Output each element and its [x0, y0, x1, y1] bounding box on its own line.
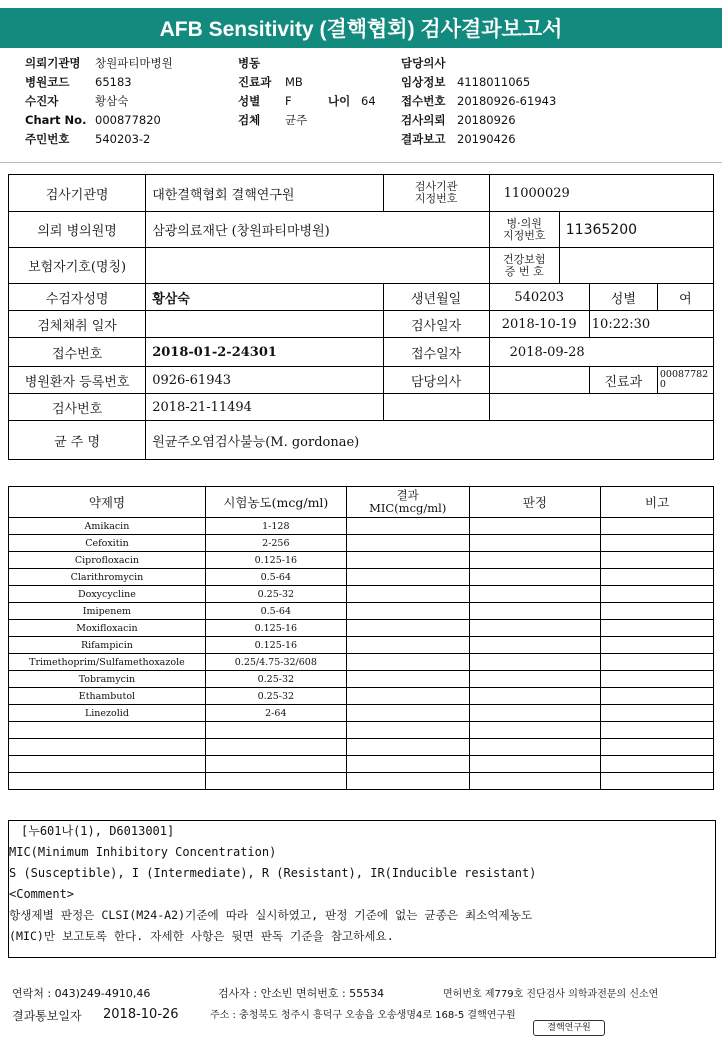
drug-range: 0.25-32 — [205, 671, 346, 688]
test-date-label: 검사일자 — [383, 311, 489, 338]
org-code-value: 11000029 — [489, 175, 713, 212]
header-row — [25, 130, 173, 149]
header-row — [238, 92, 307, 111]
drug-cell — [346, 756, 469, 773]
drug-cell — [601, 518, 714, 535]
notes-mic: MIC(Minimum Inhibitory Concentration) — [9, 845, 277, 859]
hosp-code-value: 11365200 — [559, 212, 713, 248]
drug-cell — [469, 586, 601, 603]
header-row — [238, 111, 307, 130]
header-value: 20180926 — [457, 113, 516, 127]
dept-value: 000877820 — [657, 367, 713, 394]
recv-date-value: 2018-09-28 — [489, 338, 713, 367]
header-label: 임상정보 — [401, 75, 446, 89]
notes-comment-line2: (MIC)만 보고토록 한다. 자세한 사항은 뒷면 판독 기준을 참고하세요. — [9, 929, 394, 943]
drug-cell — [601, 756, 714, 773]
drug-cell — [469, 773, 601, 790]
drug-row — [9, 569, 714, 586]
test-no-value: 2018-21-11494 — [146, 394, 383, 421]
drug-cell — [601, 705, 714, 722]
drug-cell — [469, 637, 601, 654]
drug-range: 1-128 — [205, 518, 346, 535]
header-value: 20180926-61943 — [457, 94, 557, 108]
header-row — [401, 54, 556, 73]
dob-value: 540203 — [489, 284, 589, 311]
drug-name: Clarithromycin — [9, 569, 206, 586]
drug-cell — [469, 756, 601, 773]
drug-cell — [346, 671, 469, 688]
header-label: 검체 — [238, 113, 261, 127]
drug-row-empty — [9, 722, 714, 739]
org-code-label: 검사기관 지정번호 — [383, 175, 489, 212]
header-row — [401, 111, 556, 130]
drug-cell — [469, 569, 601, 586]
drug-cell — [346, 637, 469, 654]
drug-name: Rifampicin — [9, 637, 206, 654]
header-row — [25, 73, 173, 92]
drug-header-mic: 결과 MIC(mcg/ml) — [346, 487, 469, 518]
drug-range: 0.125-16 — [205, 620, 346, 637]
doctor-value — [489, 367, 589, 394]
drug-cell — [346, 739, 469, 756]
header-row — [238, 73, 307, 92]
header-label: 의뢰기관명 — [25, 56, 81, 70]
age-value: 64 — [361, 94, 376, 108]
drug-row — [9, 705, 714, 722]
drug-name: Tobramycin — [9, 671, 206, 688]
drug-cell — [205, 739, 346, 756]
notes-legend: S (Susceptible), I (Intermediate), R (Resistant), IR(Inducible resistant) — [9, 866, 537, 880]
drug-name: Moxifloxacin — [9, 620, 206, 637]
drug-cell — [469, 739, 601, 756]
drug-cell — [346, 705, 469, 722]
accession-label: 접수번호 — [9, 338, 146, 367]
drug-cell — [601, 654, 714, 671]
drug-cell — [469, 552, 601, 569]
drug-cell — [346, 654, 469, 671]
drug-cell — [469, 518, 601, 535]
drug-cell — [601, 535, 714, 552]
notes-comment-label: <Comment> — [9, 887, 75, 901]
header-label: 병동 — [238, 56, 261, 70]
drug-row — [9, 603, 714, 620]
header-value: 황삼숙 — [95, 94, 129, 108]
strain-label: 균 주 명 — [9, 421, 146, 460]
drug-cell — [469, 603, 601, 620]
sex-label: 성별 — [589, 284, 657, 311]
dept-label: 진료과 — [589, 367, 657, 394]
header-row — [401, 73, 556, 92]
drug-cell — [601, 773, 714, 790]
drug-row — [9, 688, 714, 705]
report-title: AFB Sensitivity (결핵협회) 검사결과보고서 — [0, 8, 722, 48]
drug-range: 0.25-32 — [205, 586, 346, 603]
drug-range: 0.5-64 — [205, 569, 346, 586]
drug-cell — [346, 518, 469, 535]
drug-row — [9, 586, 714, 603]
header-col-3 — [401, 54, 556, 149]
drug-cell — [9, 722, 206, 739]
notes-code: [누601나(1), D6013001] — [21, 824, 175, 838]
drug-cell — [601, 637, 714, 654]
header-value: 창원파티마병원 — [95, 56, 173, 70]
collect-label: 검체채취 일자 — [9, 311, 146, 338]
drug-cell — [469, 535, 601, 552]
drug-name: Imipenem — [9, 603, 206, 620]
header-row — [25, 111, 173, 130]
drug-cell — [205, 722, 346, 739]
drug-cell — [601, 552, 714, 569]
drug-cell — [346, 722, 469, 739]
drug-range: 0.125-16 — [205, 637, 346, 654]
drug-cell — [346, 620, 469, 637]
drug-name: Cefoxitin — [9, 535, 206, 552]
drug-table — [8, 486, 714, 790]
drug-cell — [469, 654, 601, 671]
recv-date-label: 접수일자 — [383, 338, 489, 367]
header-label: Chart No. — [25, 113, 87, 127]
drug-name: Ethambutol — [9, 688, 206, 705]
insured-label: 보험자기호(명칭) — [9, 248, 146, 284]
drug-cell — [601, 739, 714, 756]
drug-cell — [601, 569, 714, 586]
header-label: 접수번호 — [401, 94, 446, 108]
drug-cell — [9, 756, 206, 773]
header-value: 540203-2 — [95, 132, 151, 146]
footer-license: 면허번호 제779호 진단검사 의학과전문의 신소연 — [443, 989, 659, 1000]
drug-range: 0.25/4.75-32/608 — [205, 654, 346, 671]
drug-row — [9, 671, 714, 688]
header-label: 검사의뢰 — [401, 113, 446, 127]
drug-cell — [346, 773, 469, 790]
test-time-value: 10:22:30 — [589, 311, 713, 338]
test-no-empty — [383, 394, 489, 421]
header-value: 20190426 — [457, 132, 516, 146]
header-divider — [0, 162, 722, 163]
header-label: 수진자 — [25, 94, 59, 108]
drug-cell — [346, 569, 469, 586]
header-value: F — [285, 94, 292, 108]
drug-cell — [469, 688, 601, 705]
stamp: 결핵연구원 — [533, 1020, 605, 1036]
drug-header-remark: 비고 — [601, 487, 714, 518]
doctor-label: 담당의사 — [383, 367, 489, 394]
header-label: 주민번호 — [25, 132, 70, 146]
header-row — [25, 92, 173, 111]
footer-examiner: 검사자 : 안소빈 면허번호 : 55534 — [218, 987, 385, 1000]
header-age — [328, 92, 376, 111]
drug-cell — [469, 620, 601, 637]
header-col-2 — [238, 54, 307, 130]
header-label: 담당의사 — [401, 56, 446, 70]
drug-row — [9, 552, 714, 569]
drug-cell — [205, 756, 346, 773]
drug-row — [9, 620, 714, 637]
drug-range: 2-256 — [205, 535, 346, 552]
drug-cell — [346, 552, 469, 569]
health-value — [559, 248, 713, 284]
header-value: 65183 — [95, 75, 132, 89]
header-row — [25, 54, 173, 73]
drug-range: 0.125-16 — [205, 552, 346, 569]
header-value: 000877820 — [95, 113, 161, 127]
header-value: 4118011065 — [457, 75, 531, 89]
name-label: 수검자성명 — [9, 284, 146, 311]
hosp-label: 의뢰 병의원명 — [9, 212, 146, 248]
footer-address: 주소 : 충청북도 청주시 흥덕구 오송읍 오송생명4로 168-5 결핵연구원 — [210, 1010, 516, 1021]
org-value: 대한결핵협회 결핵연구원 — [146, 175, 383, 212]
drug-cell — [9, 739, 206, 756]
patient-no-value: 0926-61943 — [146, 367, 383, 394]
footer-report-date: 2018-10-26 — [103, 1007, 179, 1022]
drug-name: Amikacin — [9, 518, 206, 535]
drug-header-judge: 판정 — [469, 487, 601, 518]
drug-name: Trimethoprim/Sulfamethoxazole — [9, 654, 206, 671]
drug-cell — [601, 671, 714, 688]
collect-value — [146, 311, 383, 338]
hosp-value: 삼광의료재단 (창원파티마병원) — [146, 212, 489, 248]
drug-cell — [205, 773, 346, 790]
header-row — [401, 130, 556, 149]
patient-no-label: 병원환자 등록번호 — [9, 367, 146, 394]
drug-row — [9, 654, 714, 671]
header-value: MB — [285, 75, 303, 89]
drug-cell — [346, 535, 469, 552]
header-value: 균주 — [285, 113, 308, 127]
header-row — [238, 54, 307, 73]
test-no-empty-2 — [489, 394, 713, 421]
drug-cell — [346, 586, 469, 603]
drug-cell — [601, 722, 714, 739]
drug-name: Linezolid — [9, 705, 206, 722]
drug-row-empty — [9, 756, 714, 773]
drug-header-name: 약제명 — [9, 487, 206, 518]
info-table — [8, 174, 714, 460]
header-label: 진료과 — [238, 75, 272, 89]
drug-cell — [601, 586, 714, 603]
drug-row — [9, 637, 714, 654]
drug-header-conc: 시험농도(mcg/ml) — [205, 487, 346, 518]
drug-range: 2-64 — [205, 705, 346, 722]
footer-report-date-label: 결과통보일자 — [12, 1009, 82, 1023]
name-value: 황삼숙 — [146, 284, 383, 311]
footer-contact: 연락처 : 043)249-4910,46 — [12, 987, 151, 1000]
header-row — [401, 92, 556, 111]
sex-value: 여 — [657, 284, 713, 311]
drug-cell — [601, 603, 714, 620]
drug-row-empty — [9, 773, 714, 790]
age-label: 나이 — [328, 94, 351, 108]
header-label: 결과보고 — [401, 132, 446, 146]
insured-value — [146, 248, 489, 284]
org-label: 검사기관명 — [9, 175, 146, 212]
health-label: 건강보험 증 번 호 — [489, 248, 559, 284]
drug-row — [9, 518, 714, 535]
drug-cell — [9, 773, 206, 790]
drug-cell — [469, 705, 601, 722]
header-label: 성별 — [238, 94, 261, 108]
drug-name: Doxycycline — [9, 586, 206, 603]
dob-label: 생년월일 — [383, 284, 489, 311]
drug-cell — [346, 688, 469, 705]
drug-row-empty — [9, 739, 714, 756]
test-no-label: 검사번호 — [9, 394, 146, 421]
drug-cell — [469, 722, 601, 739]
header-label: 병원코드 — [25, 75, 70, 89]
hosp-code-label: 병·의원 지정번호 — [489, 212, 559, 248]
header-col-1 — [25, 54, 173, 149]
strain-value: 원균주오염검사불능(M. gordonae) — [146, 421, 714, 460]
drug-row — [9, 535, 714, 552]
drug-range: 0.5-64 — [205, 603, 346, 620]
accession-value: 2018-01-2-24301 — [146, 338, 383, 367]
drug-name: Ciprofloxacin — [9, 552, 206, 569]
drug-cell — [601, 620, 714, 637]
drug-cell — [601, 688, 714, 705]
drug-range: 0.25-32 — [205, 688, 346, 705]
test-date-value: 2018-10-19 — [489, 311, 589, 338]
notes-comment-line1: 항생제별 판정은 CLSI(M24-A2)기준에 따라 실시하였고, 판정 기준에 없는 균종은 최소억제농도 — [9, 908, 533, 922]
drug-cell — [346, 603, 469, 620]
notes-box — [8, 820, 716, 958]
drug-cell — [469, 671, 601, 688]
